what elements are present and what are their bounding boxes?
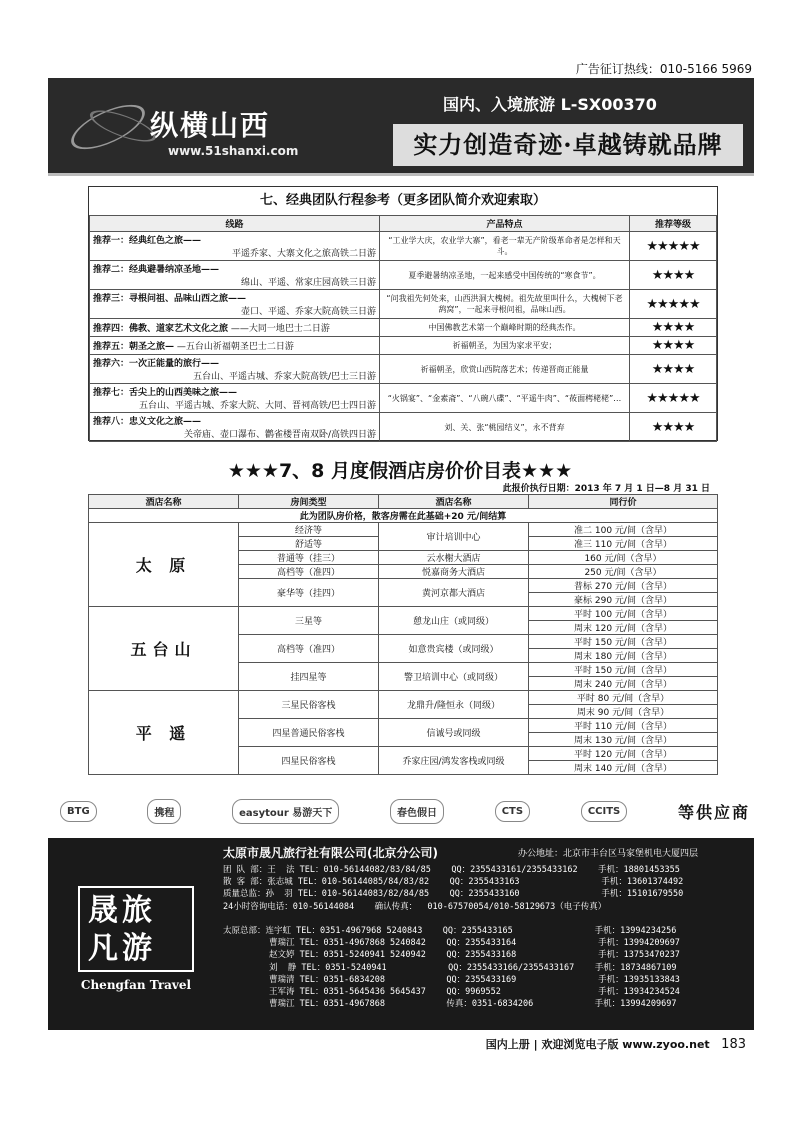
hotel-name: 龙鼎升/隆恒永（同级） [379, 691, 529, 719]
room-type: 高档等（准四） [239, 565, 379, 579]
rating-stars: ★★★★ [630, 413, 717, 442]
col-header-feature: 产品特点 [380, 216, 630, 232]
route-name: 推荐八：忠义文化之旅—— [93, 417, 202, 427]
route-name: 推荐三：寻根问祖、品味山西之旅—— [93, 294, 247, 304]
header-right [393, 86, 743, 168]
slogan: 实力创造奇迹·卓越铸就品牌 [393, 124, 743, 166]
license-number: 国内、入境旅游 L-SX00370 [443, 95, 657, 114]
table-row [90, 290, 717, 319]
agency-logo [66, 886, 206, 996]
rating-stars: ★★★★ [630, 261, 717, 290]
price: 250 元/间（含早） [529, 565, 718, 579]
supplier-logo: BTG [60, 801, 97, 822]
route-feature: 中国佛教艺术第一个巅峰时期的经典杰作。 [380, 319, 630, 337]
price: 准三 110 元/间（含早） [529, 537, 718, 551]
price-note: 此为团队房价格，散客房需在此基础+20 元/间结算 [89, 509, 718, 523]
ad-hotline: 广告征订热线：010-5166 5969 [575, 62, 752, 76]
table-row [90, 384, 717, 413]
route-name: 推荐一：经典红色之旅—— [93, 236, 202, 246]
rating-stars: ★★★★★ [630, 232, 717, 261]
hotel-name: 憩龙山庄（或同级） [379, 607, 529, 635]
route-detail: 五台山、平遥古城、乔家大院高铁/巴士三日游 [192, 372, 376, 382]
hotel-name: 悦嘉商务大酒店 [379, 565, 529, 579]
hotel-name: 审计培训中心 [379, 523, 529, 551]
rating-stars: ★★★★★ [630, 290, 717, 319]
price: 周末 240 元/间（含早） [529, 677, 718, 691]
price: 平时 100 元/间（含早） [529, 607, 718, 621]
rating-stars: ★★★★★ [630, 384, 717, 413]
price: 平时 150 元/间（含早） [529, 635, 718, 649]
hotel-name: 乔家庄园/鸿发客栈或同级 [379, 747, 529, 775]
brand-logo [68, 88, 358, 168]
page-header [48, 78, 754, 176]
table-row [90, 232, 717, 261]
hotel-name: 警卫培训中心（或同级） [379, 663, 529, 691]
city-taiyuan: 太 原 [89, 523, 239, 607]
route-feature: 祈福朝圣，欣赏山西院落艺术；传递晋商正能量 [380, 355, 630, 384]
room-type: 豪华等（挂四） [239, 579, 379, 607]
agency-address: 办公地址：北京市丰台区马家堡机电大厦四层 [518, 849, 699, 859]
hotel-name: 云水榭大酒店 [379, 551, 529, 565]
hotel-price-section [88, 494, 718, 784]
route-detail: ——大同一地巴士二日游 [230, 324, 330, 334]
price: 平时 80 元/间（含早） [529, 691, 718, 705]
room-type: 四星民俗客栈 [239, 747, 379, 775]
route-name: 推荐七：舌尖上的山西美味之旅—— [93, 388, 238, 398]
price: 豪标 290 元/间（含早） [529, 593, 718, 607]
route-feature: “工业学大庆，农业学大寨”，看老一辈无产阶级革命者是怎样和天斗。 [380, 232, 630, 261]
route-detail: 平遥乔家、大寨文化之旅高铁二日游 [231, 249, 376, 259]
route-feature: “问我祖先何处来，山西洪洞大槐树。祖先故里叫什么，大槐树下老鸹窝”，一起来寻根问祖，品味山西。 [380, 290, 630, 319]
supplier-logo: 携程 [147, 799, 181, 824]
logo-url: www.51shanxi.com [168, 144, 299, 158]
route-feature: 祈福朝圣，为国为家求平安； [380, 337, 630, 355]
route-detail: —五台山祈福朝圣巴士二日游 [176, 342, 294, 352]
route-feature: 刘、关、张“桃园结义”，永不背弃 [380, 413, 630, 442]
price: 准二 100 元/间（含早） [529, 523, 718, 537]
room-type: 三星民俗客栈 [239, 691, 379, 719]
table-row [89, 523, 718, 537]
supplier-label: 等供应商 [677, 802, 750, 822]
route-detail: 五台山、平遥古城、乔家大院、大同、晋祠高铁/巴士四日游 [138, 401, 376, 411]
route-detail: 壶口、平遥、乔家大院高铁三日游 [240, 307, 376, 317]
routes-table [89, 215, 717, 442]
city-wutaishan: 五台山 [89, 607, 239, 691]
hotel-name: 黄河京都大酒店 [379, 579, 529, 607]
price: 周末 130 元/间（含早） [529, 733, 718, 747]
col-header-hotel: 酒店名称 [379, 495, 529, 509]
room-type: 舒适等 [239, 537, 379, 551]
table-row [90, 261, 717, 290]
room-type: 四星普通民俗客栈 [239, 719, 379, 747]
route-name: 推荐六：一次正能量的旅行—— [93, 359, 220, 369]
price: 周末 120 元/间（含早） [529, 621, 718, 635]
price: 平时 110 元/间（含早） [529, 719, 718, 733]
page-footer [486, 1036, 746, 1052]
routes-title: 七、经典团队行程参考（更多团队简介欢迎索取） [259, 193, 546, 208]
agency-contacts: 团 队 部：王 法 TEL：010-56144082/83/84/85 QQ：2355433161/2355433162 手机：18801453355 散 客 部：张志城 TEL：010-56144085/84/83/82 QQ：2355433163 手机：13601374492 质量总监：孙 羽 TEL：010-56144083/82/84/85 QQ：2355433160 手机：15101679550 24小时咨询电话：010-56144084 确认传真： 010-67570054/010-58129673（电子传真） 太原总部：连宇虹 TEL：0351-4967968 5240843 QQ：2355433165 手机：13994234256 曹瑞江 TEL：0351-4967868 5240842 QQ：2355433164 手机：13994209697 赵文婷 TEL：0351-5240941 5240942 QQ：2355433168 手机：13753470237 刘 静 TEL：0351-5240941 QQ：2355433166/2355433167 手机：18734867109 曹瑞清 TEL：0351-6834208 QQ：2355433169 手机：13935133843 王军涛 TEL：0351-5645436 5645437 QQ：9969552 手机：13934234524 曹瑞江 TEL：0351-4967868 传真：0351-6834206 手机：13994209697 [223, 865, 684, 1010]
col-header-city: 酒店名称 [89, 495, 239, 509]
routes-section [88, 186, 718, 441]
price: 周末 180 元/间（含早） [529, 649, 718, 663]
room-type: 普通等（挂三） [239, 551, 379, 565]
rating-stars: ★★★★ [630, 319, 717, 337]
route-name: 推荐二：经典避暑纳凉圣地—— [93, 265, 220, 275]
city-pingyao: 平 遥 [89, 691, 239, 775]
hotel-price-table [88, 494, 718, 775]
supplier-logo: 春色假日 [390, 799, 444, 824]
hotel-name: 信诚号或同级 [379, 719, 529, 747]
price: 普标 270 元/间（含早） [529, 579, 718, 593]
price-period: 此报价执行日期：2013 年 7 月 1 日—8 月 31 日 [502, 484, 710, 494]
table-row [89, 607, 718, 621]
rating-stars: ★★★★ [630, 355, 717, 384]
footer-text: 国内上册 | 欢迎浏览电子版 www.zyoo.net [485, 1038, 710, 1051]
route-name: 推荐四：佛教、道家艺术文化之旅 [93, 324, 229, 334]
col-header-price: 同行价 [529, 495, 718, 509]
col-header-room-type: 房间类型 [239, 495, 379, 509]
col-header-route: 线路 [90, 216, 380, 232]
route-feature: “火锅宴”、“金素斋”、“八碗八碟”、“平遥牛肉”、“莜面栲栳栳”… [380, 384, 630, 413]
hotel-price-title: ★★★7、8 月度假酒店房价价目表★★★ [227, 460, 573, 482]
room-type: 三星等 [239, 607, 379, 635]
table-row [90, 355, 717, 384]
price: 平时 120 元/间（含早） [529, 747, 718, 761]
route-detail: 关帝庙、壶口瀑布、鹳雀楼晋南双卧/高铁四日游 [183, 430, 376, 440]
supplier-logo: CCITS [581, 801, 627, 822]
agency-name: 太原市晟凡旅行社有限公司(北京分公司) [223, 846, 438, 860]
route-feature: 夏季避暑纳凉圣地，一起来感受中国传统的“寒食节”。 [380, 261, 630, 290]
price: 160 元/间（含早） [529, 551, 718, 565]
price: 周末 90 元/间（含早） [529, 705, 718, 719]
price: 平时 150 元/间（含早） [529, 663, 718, 677]
table-row [90, 413, 717, 442]
page-number: 183 [721, 1037, 746, 1052]
table-row [90, 337, 717, 355]
room-type: 经济等 [239, 523, 379, 537]
room-type: 挂四星等 [239, 663, 379, 691]
table-row [89, 691, 718, 705]
agency-logo-en: Chengfan Travel [80, 978, 192, 992]
supplier-logo: easytour 易游天下 [232, 799, 339, 824]
table-row [90, 319, 717, 337]
price: 周末 140 元/间（含早） [529, 761, 718, 775]
route-name: 推荐五：朝圣之旅— [93, 342, 175, 352]
route-detail: 绵山、平遥、常家庄园高铁三日游 [240, 278, 376, 288]
logo-text: 纵横山西 [150, 109, 271, 142]
room-type: 高档等（准四） [239, 635, 379, 663]
rating-stars: ★★★★ [630, 337, 717, 355]
supplier-logo: CTS [495, 801, 530, 822]
hotel-name: 如意贵宾楼（或同级） [379, 635, 529, 663]
agency-logo-text: 晟旅凡游 [78, 886, 194, 972]
agency-contact-panel [48, 838, 754, 1030]
supplier-logos [60, 790, 750, 832]
col-header-rating: 推荐等级 [630, 216, 717, 232]
